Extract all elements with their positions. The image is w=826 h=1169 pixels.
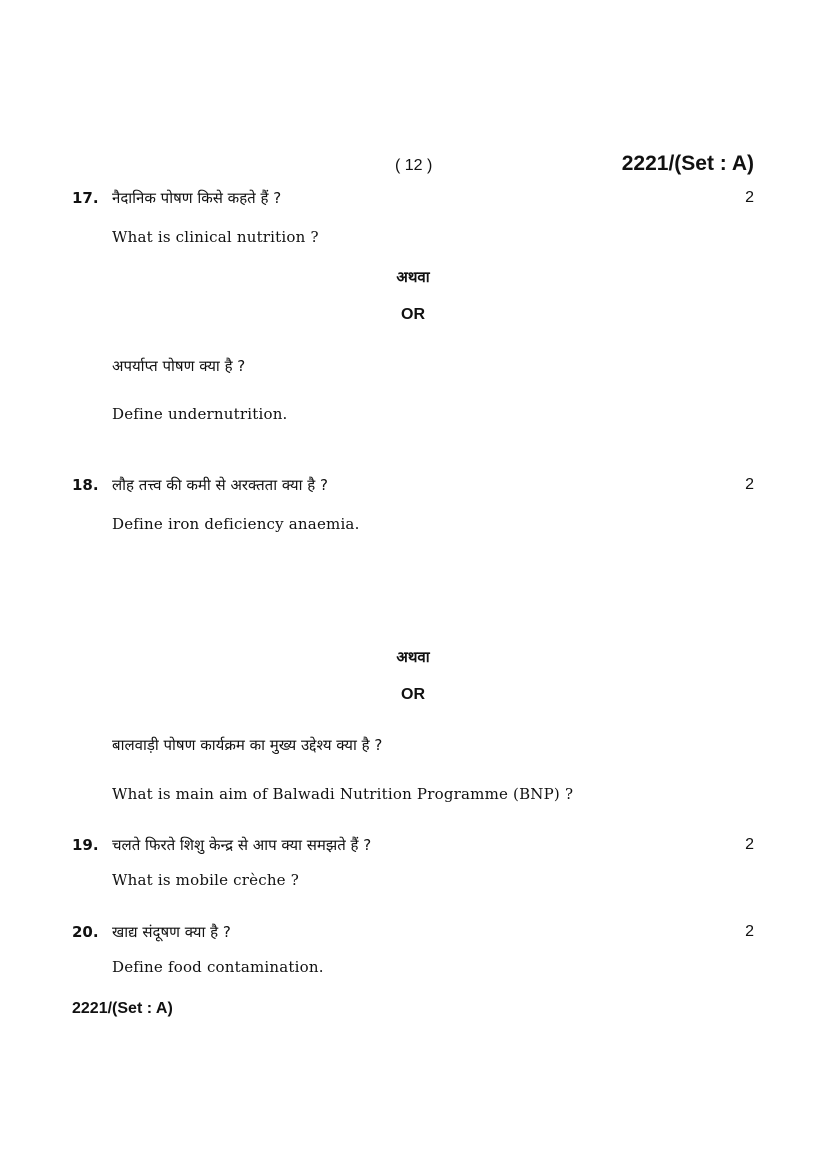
question-18-english: Define iron deficiency anaemia. [112,515,360,533]
question-18-hindi: लौह तत्त्व की कमी से अरक्तता क्या है ? [112,476,328,494]
question-18-alt-hindi: बालवाड़ी पोषण कार्यक्रम का मुख्य उद्देश्य क्या है ? [112,736,383,754]
question-20-hindi: खाद्य संदूषण क्या है ? [112,923,231,941]
question-17-marks: 2 [745,189,754,206]
question-20-number: 20. [72,923,99,941]
question-18-number: 18. [72,476,99,494]
question-17-english: What is clinical nutrition ? [112,228,319,246]
question-19-english: What is mobile crèche ? [112,871,299,889]
question-18-marks: 2 [745,476,754,493]
paper-code-header: 2221/(Set : A) [621,152,754,175]
page-number: ( 12 ) [395,157,433,174]
question-17-alt-hindi: अपर्याप्त पोषण क्या है ? [112,357,246,375]
question-17-number: 17. [72,189,99,207]
question-17-hindi: नैदानिक पोषण किसे कहते हैं ? [112,189,282,207]
question-17-or-hindi: अथवा [396,268,430,286]
question-17-or-english: OR [401,306,425,323]
question-18-alt-english: What is main aim of Balwadi Nutrition Programme (BNP) ? [112,785,574,803]
question-20-english: Define food contamination. [112,958,324,976]
question-17-alt-english: Define undernutrition. [112,405,288,423]
question-19-number: 19. [72,836,99,854]
question-19-hindi: चलते फिरते शिशु केन्द्र से आप क्या समझते हैं ? [112,836,372,854]
question-20-marks: 2 [745,923,754,940]
question-18-or-english: OR [401,686,425,703]
question-18-or-hindi: अथवा [396,648,430,666]
paper-code-footer: 2221/(Set : A) [72,1000,173,1017]
question-19-marks: 2 [745,836,754,853]
